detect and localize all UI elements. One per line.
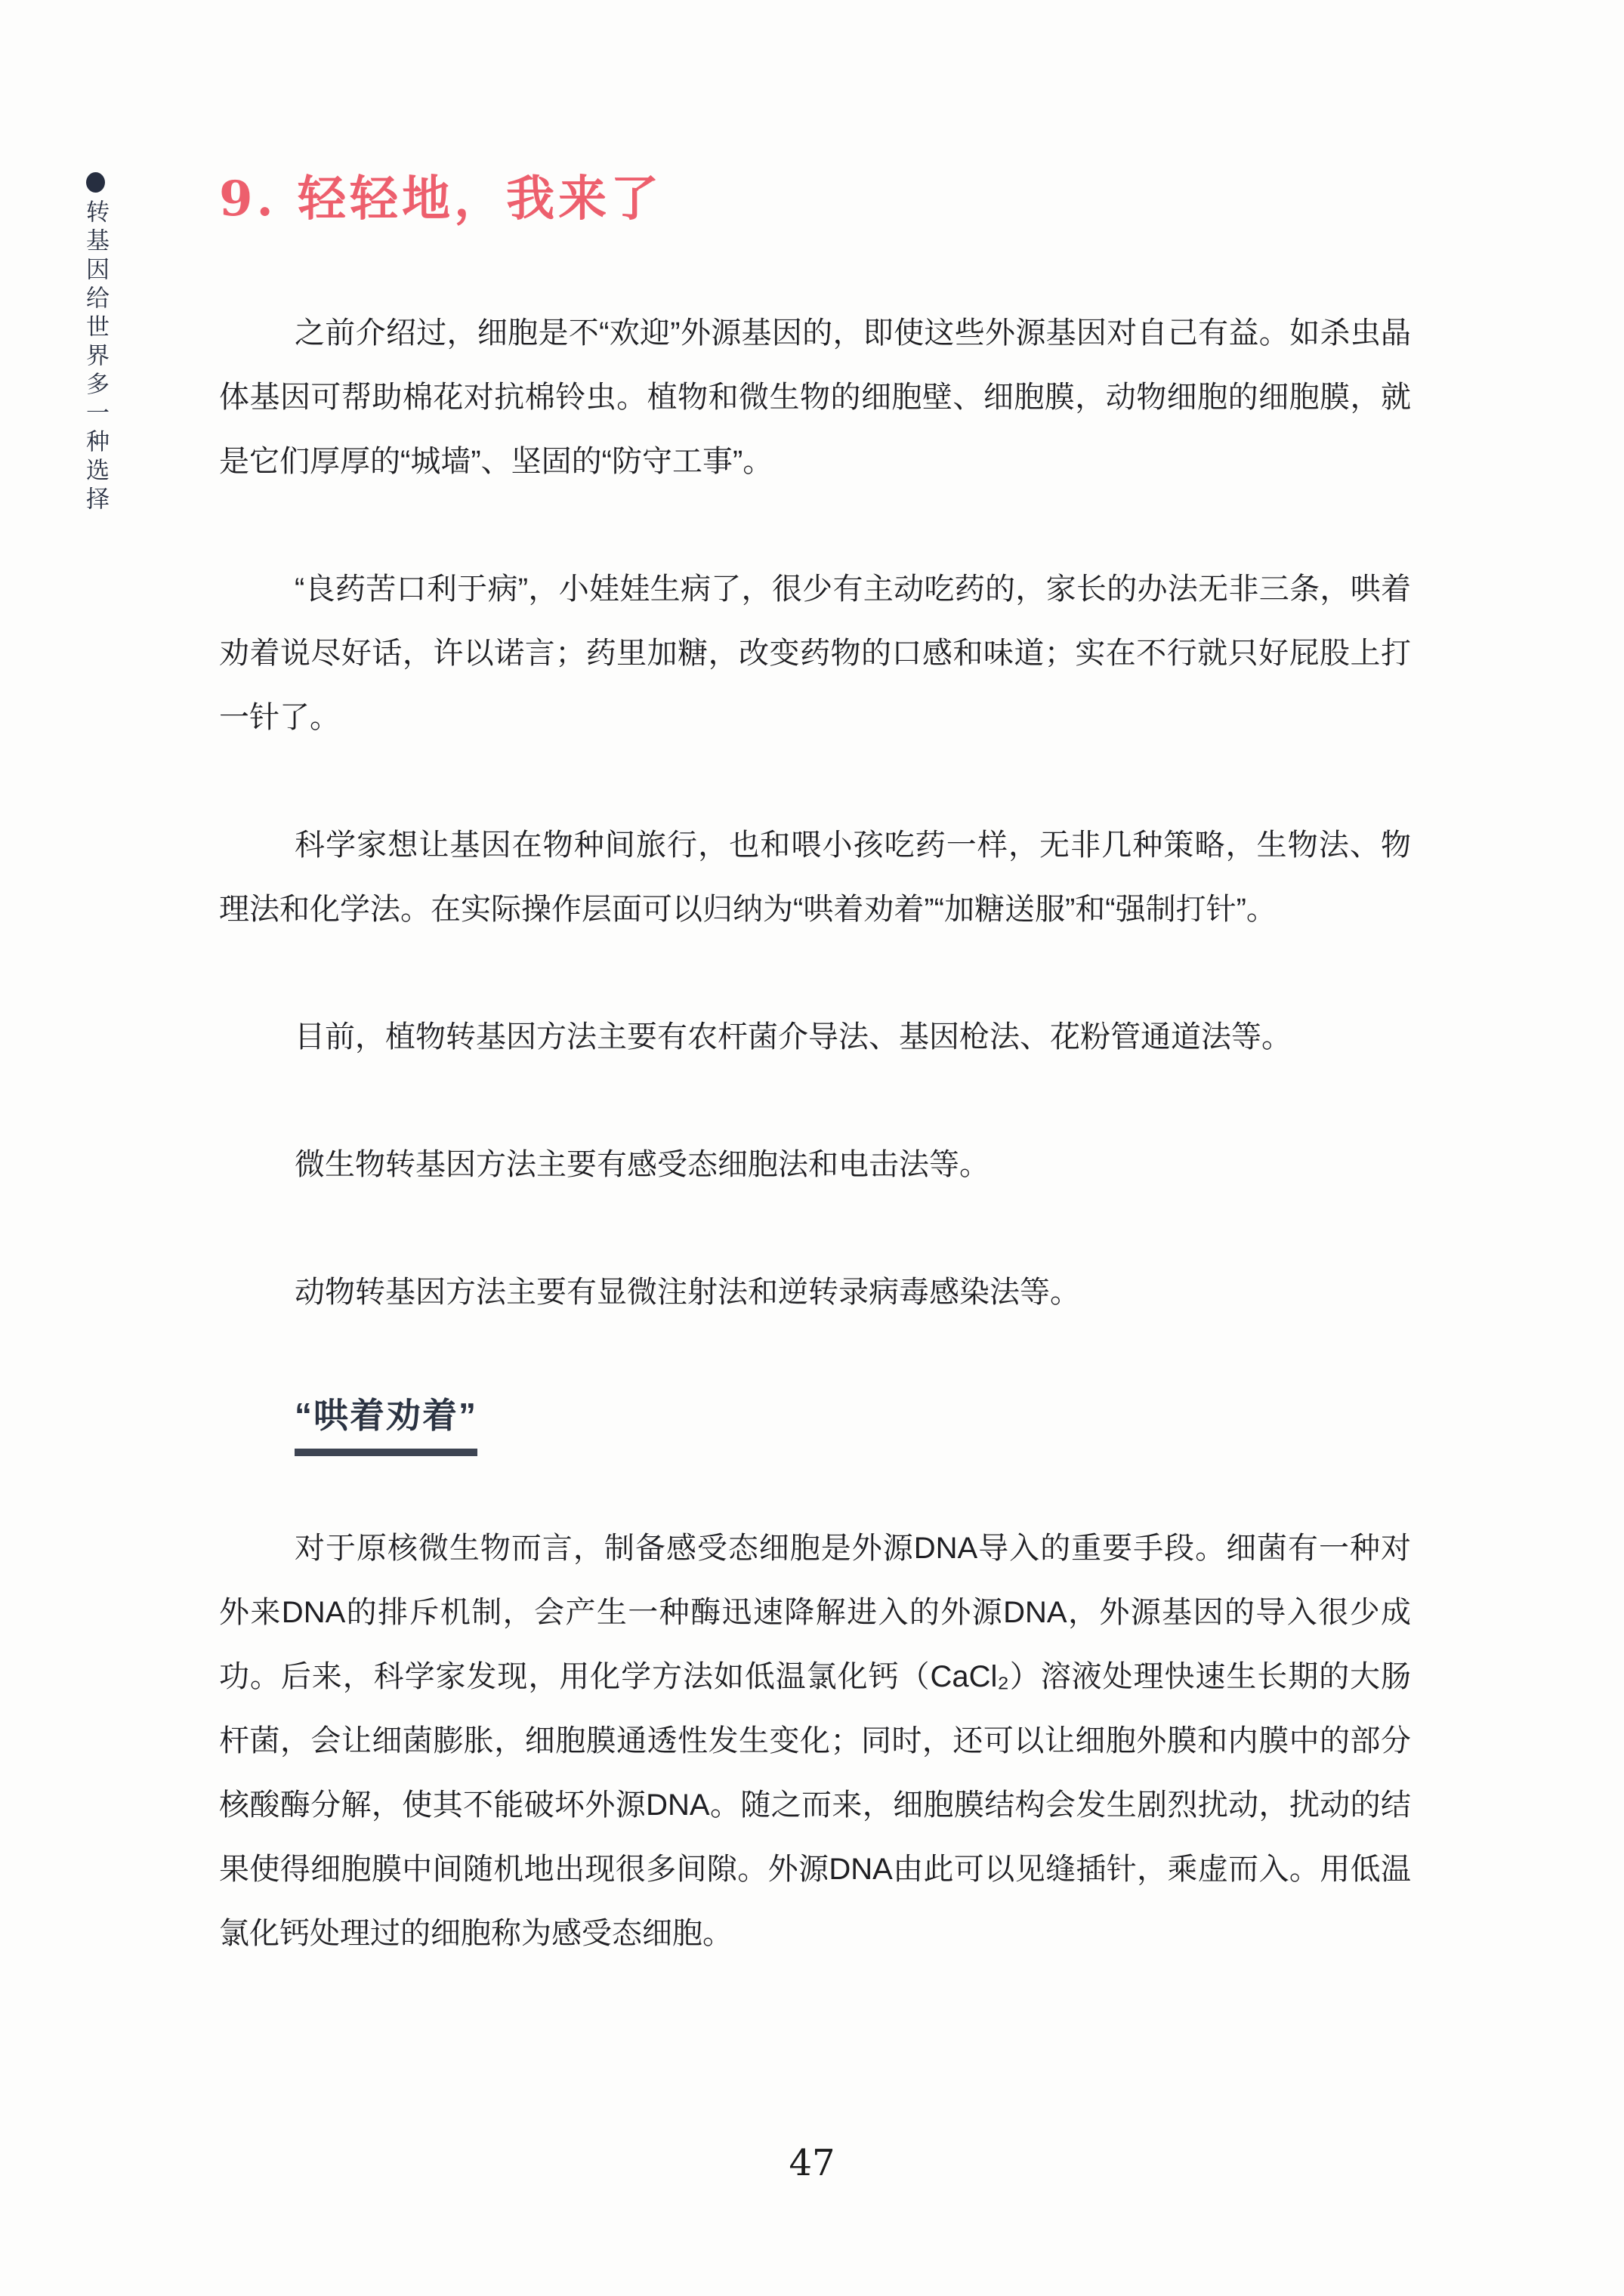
bullet-dot-icon [86,172,105,193]
body-paragraph: 动物转基因方法主要有显微注射法和逆转录病毒感染法等。 [295,1276,1080,1309]
body-paragraph: 对于原核微生物而言，制备感受态细胞是外源DNA导入的重要手段。细菌有一种对外来DNA的排斥机制，会产生一种酶迅速降解进入的外源DNA，外源基因的导入很少成功。后来，科学家发现，用化学方法如低温氯化钙（CaCl₂）溶液处理快速生长期的大肠杆菌，会让细菌膨胀，细胞膜通透性发生变化；同时，还可以让细胞外膜和内膜中的部分核酸酶分解，使其不能破坏外源DNA。随之而来，细胞膜结构会发生剧烈扰动，扰动的结果使得细胞膜中间随机地出现很多间隙。外源DNA由此可以见缝插针，乘虚而入。用低温氯化钙处理过的细胞称为感受态细胞。 [219,1532,1411,1950]
body-paragraph: 微生物转基因方法主要有感受态细胞法和电击法等。 [295,1148,990,1181]
body-paragraph: 科学家想让基因在物种间旅行，也和喂小孩吃药一样，无非几种策略，生物法、物理法和化学法。在实际操作层面可以归纳为“哄着劝着”“加糖送服”和“强制打针”。 [219,829,1411,926]
sidebar-vertical-title: 转基因给世界多一种选择 [82,199,109,515]
body-paragraph: “良药苦口利于病”，小娃娃生病了，很少有主动吃药的，家长的办法无非三条，哄着劝着说尽好话，许以诺言；药里加糖，改变药物的口感和味道；实在不行就只好屁股上打一针了。 [219,572,1411,734]
body-paragraph: 目前，植物转基因方法主要有农杆菌介导法、基因枪法、花粉管通道法等。 [295,1020,1292,1054]
chapter-title: 9. 轻轻地，我来了 [219,171,663,227]
text-column [219,160,1411,2029]
body-paragraph: 之前介绍过，细胞是不“欢迎”外源基因的，即使这些外源基因对自己有益。如杀虫晶体基因可帮助棉花对抗棉铃虫。植物和微生物的细胞壁、细胞膜，动物细胞的细胞膜，就是它们厚厚的“城墙”、坚固的“防守工事”。 [219,316,1411,478]
section-subheading: “哄着劝着” [295,1388,477,1456]
page-number: 47 [789,2142,835,2184]
section-subheading-wrap [295,1388,1411,1456]
